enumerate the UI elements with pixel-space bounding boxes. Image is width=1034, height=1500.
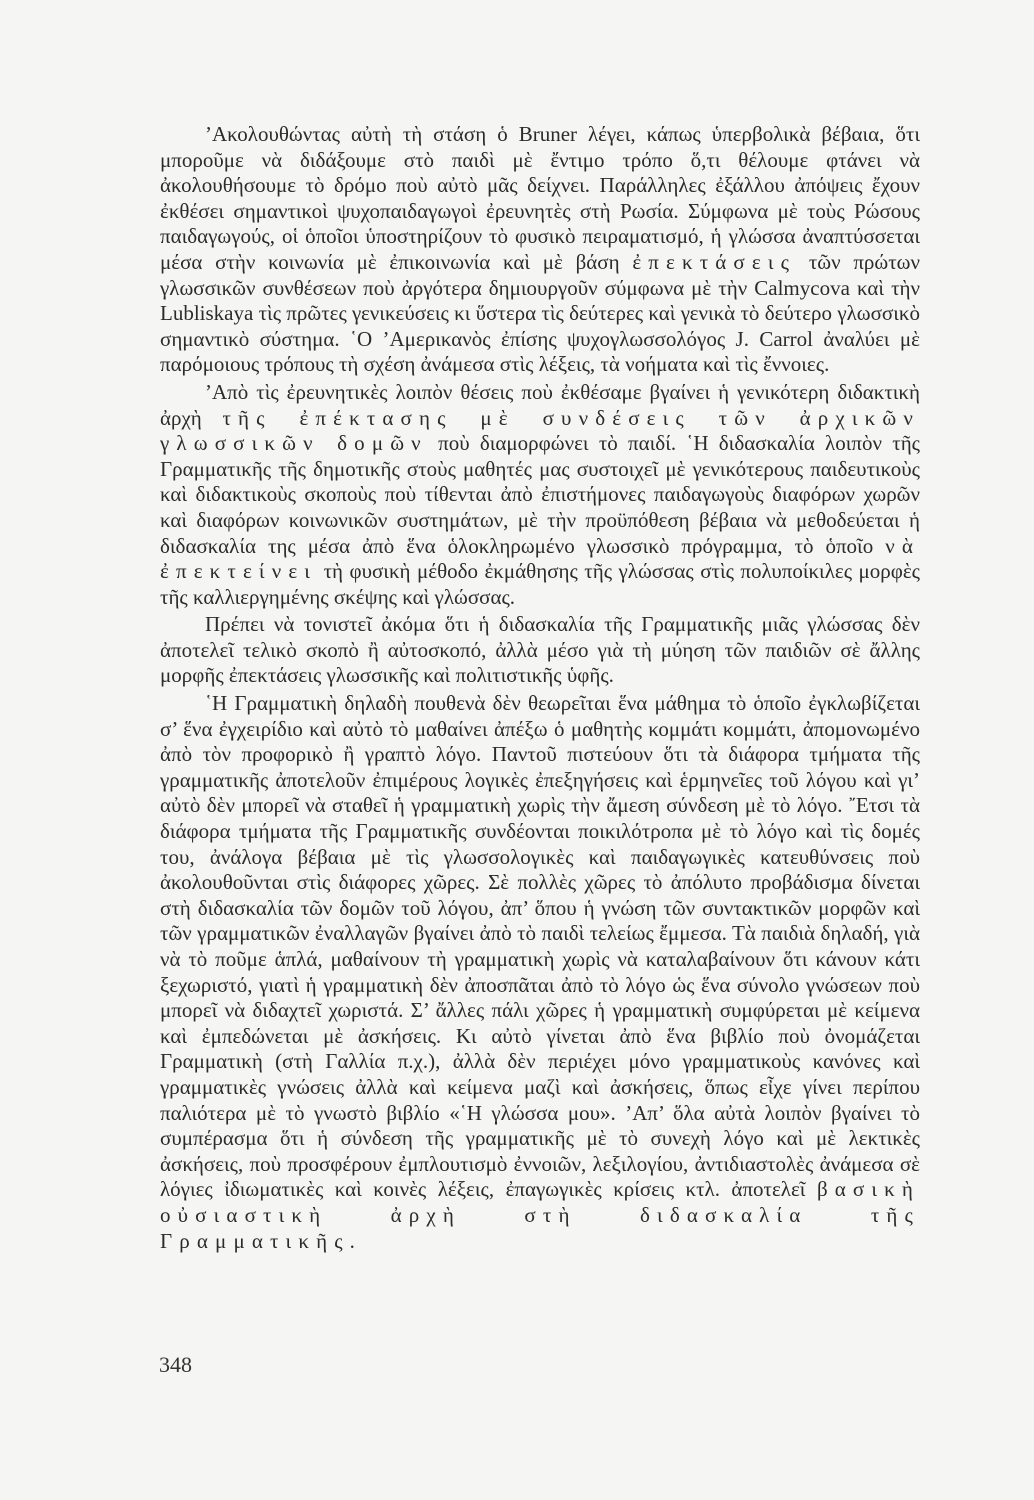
text-run: τὴ φυσικὴ μέθοδο ἐκμάθησης τῆς γλώσσας στὶς πολυποίκιλες μορφὲς τῆς καλλιεργημένης σκέψης καὶ γλώσσας. (160, 559, 920, 609)
paragraph (160, 691, 920, 1254)
page-number: 348 (159, 1352, 192, 1377)
text-run: ’Απὸ τὶς ἐρευνητικὲς λοιπὸν θέσεις ποὺ ἐκθέσαμε βγαίνει ἡ γενικότερη διδακτικὴ ἀρχὴ (160, 379, 920, 430)
text-run: τῶν πρώτων γλωσσικῶν συνθέσεων ποὺ ἀργότερα δημιουργοῦν σύμφωνα μὲ τὴν Calmycova καὶ τὴν Lubliskaya τὶς πρῶτες γενικεύσεις κι ὕστερα τὶς δεύτερες καὶ γενικὰ τὸ δεύτερο γλωσσικὸ σημαντικὸ σύστημα. ῾Ο ’Αμερικανὸς ἐπίσης ψυχογλωσσολόγος J. Carrol ἀναλύει μὲ παρόμοιους τρόπους τὴ σχέση ἀνάμεσα στὶς λέξεις, τὰ νοήματα καὶ τὶς ἔννοιες. (160, 249, 920, 377)
text-run: Πρέπει νὰ τονιστεῖ ἀκόμα ὅτι ἡ διδασκαλία τῆς Γραμματικῆς μιᾶς γλώσσας δὲν ἀποτελεῖ τελικὸ σκοπὸ ἢ αὐτοσκοπό, ἀλλὰ μέσο γιὰ τὴ μύηση τῶν παιδιῶν σὲ ἄλλης μορφῆς ἐπεκτάσεις γλωσσικῆς καὶ πολιτιστικῆς ὑφῆς. (160, 612, 920, 688)
paragraph (160, 612, 920, 689)
text-run: ’Ακολουθώντας αὐτὴ τὴ στάση ὁ Bruner λέγει, κάπως ὑπερβολικὰ βέβαια, ὅτι μποροῦμε νὰ διδάξουμε στὸ παιδὶ μὲ ἔντιμο τρόπο ὅ,τι θέλουμε φτάνει νὰ ἀκολουθήσουμε τὸ δρόμο ποὺ αὐτὸ μᾶς δείχνει. Παράλληλες ἐξάλλου ἀπόψεις ἔχουν ἐκθέσει σημαντικοὶ ψυχοπαιδαγωγοὶ ἐρευνητὲς στὴ Ρωσία. Σύμφωνα μὲ τοὺς Ρώσους παιδαγωγούς, οἱ ὁποῖοι ὑποστηρίζουν τὸ φυσικὸ πειραματισμό, ἡ γλώσσα ἀναπτύσσεται μέσα στὴν κοινωνία μὲ ἐπικοινωνία καὶ μὲ βάση (160, 122, 920, 274)
paragraph (160, 122, 920, 378)
body-text (160, 122, 920, 1254)
paragraph (160, 380, 920, 610)
emphasized-text: νὰ ἐπεκτείνει (160, 533, 920, 584)
emphasized-text: βασικὴ οὐσιαστικὴ ἀρχὴ στὴ διδασκαλία τῆς Γραμματικῆς (160, 1177, 920, 1253)
text-run: . (349, 1228, 355, 1253)
emphasized-text: ἐπεκτάσεις (632, 249, 797, 274)
text-run: ῾Η Γραμματικὴ δηλαδὴ πουθενὰ δὲν θεωρεῖται ἕνα μάθημα τὸ ὁποῖο ἐγκλωβίζεται σ’ ἕνα ἐγχειρίδιο καὶ αὐτὸ τὸ μαθαίνει ἀπέξω ὁ μαθητὴς κομμάτι κομμάτι, ἀπομονωμένο ἀπὸ τὸν προφορικὸ ἢ γραπτὸ λόγο. Παντοῦ πιστεύουν ὅτι τὰ διάφορα τμήματα τῆς γραμματικῆς ἀποτελοῦν ἐπιμέρους λογικὲς ἐπεξηγήσεις καὶ ἑρμηνεῖες τοῦ λόγου καὶ γι’ αὐτὸ δὲν μπορεῖ νὰ σταθεῖ ἡ γραμματικὴ χωρὶς τὴν ἄμεση σύνδεση μὲ τὸ λόγο. ῎Ετσι τὰ διάφορα τμήματα τῆς Γραμματικῆς συνδέονται ποικιλότροπα μὲ τὸ λόγο καὶ τὶς δομές του, ἀνάλογα βέβαια μὲ τὶς γλωσσολογικὲς καὶ παιδαγωγικὲς κατευθύνσεις ποὺ ἀκολουθοῦνται στὶς διάφορες χῶρες. Σὲ πολλὲς χῶρες τὸ ἀπόλυτο προβάδισμα δίνεται στὴ διδασκαλία τῶν δομῶν τοῦ λόγου, ἀπ’ ὅπου ἡ γνώση τῶν συντακτικῶν μορφῶν καὶ τῶν γραμματικῶν ἐναλλαγῶν βγαίνει ἀπὸ τὸ παιδὶ τελείως ἔμμεσα. Τὰ παιδιὰ δηλαδή, γιὰ νὰ τὸ ποῦμε ἁπλά, μαθαίνουν τὴ γραμματικὴ χωρὶς νὰ καταλαβαίνουν ὅτι κάνουν κάτι ξεχωριστό, γιατὶ ἡ γραμματικὴ δὲν ἀποσπᾶται ἀπὸ τὸ λόγο ὡς ἕνα σύνολο γνώσεων ποὺ μπορεῖ νὰ διδαχτεῖ χωριστά. Σ’ ἄλλες πάλι χῶρες ἡ γραμματικὴ συμφύρεται μὲ κείμενα καὶ ἐμπεδώνεται μὲ ἀσκήσεις. Κι αὐτὸ γίνεται ἀπὸ ἕνα βιβλίο ποὺ ὀνομάζεται Γραμματικὴ (στὴ Γαλλία π.χ.), ἀλλὰ δὲν περιέχει μόνο γραμματικοὺς κανόνες καὶ γραμματικὲς γνώσεις ἀλλὰ καὶ κείμενα μαζὶ καὶ ἀσκήσεις, ὅπως εἶχε γίνει περίπου παλιότερα μὲ τὸ γνωστὸ βιβλίο «῾Η γλώσσα μου». ’Απ’ ὅλα αὐτὰ λοιπὸν βγαίνει τὸ συμπέρασμα ὅτι ἡ σύνδεση τῆς γραμματικῆς μὲ τὸ συνεχὴ λόγο καὶ μὲ λεκτικὲς ἀσκήσεις, ποὺ προσφέρουν ἐμπλουτισμὸ ἐννοιῶν, λεξιλογίου, ἀντιδιαστολὲς ἀνάμεσα σὲ λόγιες ἰδιωματικὲς καὶ κοινὲς λέξεις, ἐπαγωγικὲς κρίσεις κτλ. ἀποτελεῖ (160, 691, 920, 1202)
emphasized-text: τῆς ἐπέκτασης μὲ συνδέσεις τῶν ἀρχικῶν γλωσσικῶν δομῶν (160, 405, 920, 456)
text-run: ποὺ διαμορφώνει τὸ παιδί. ῾Η διδασκαλία λοιπὸν τῆς Γραμματικῆς τῆς δημοτικῆς στοὺς μαθητές μας συστοιχεῖ μὲ γενικότερους παιδευτικοὺς καὶ διδακτικοὺς σκοποὺς ποὺ τίθενται ἀπὸ ἐπιστήμονες παιδαγωγοὺς διαφόρων χωρῶν καὶ διαφόρων κοινωνικῶν συστημάτων, μὲ τὴν προϋπόθεση βέβαια νὰ μεθοδεύεται ἡ διδασκαλία της μέσα ἀπὸ ἕνα ὁλοκληρωμένο γλωσσικὸ πρόγραμμα, τὸ ὁποῖο (160, 431, 920, 558)
